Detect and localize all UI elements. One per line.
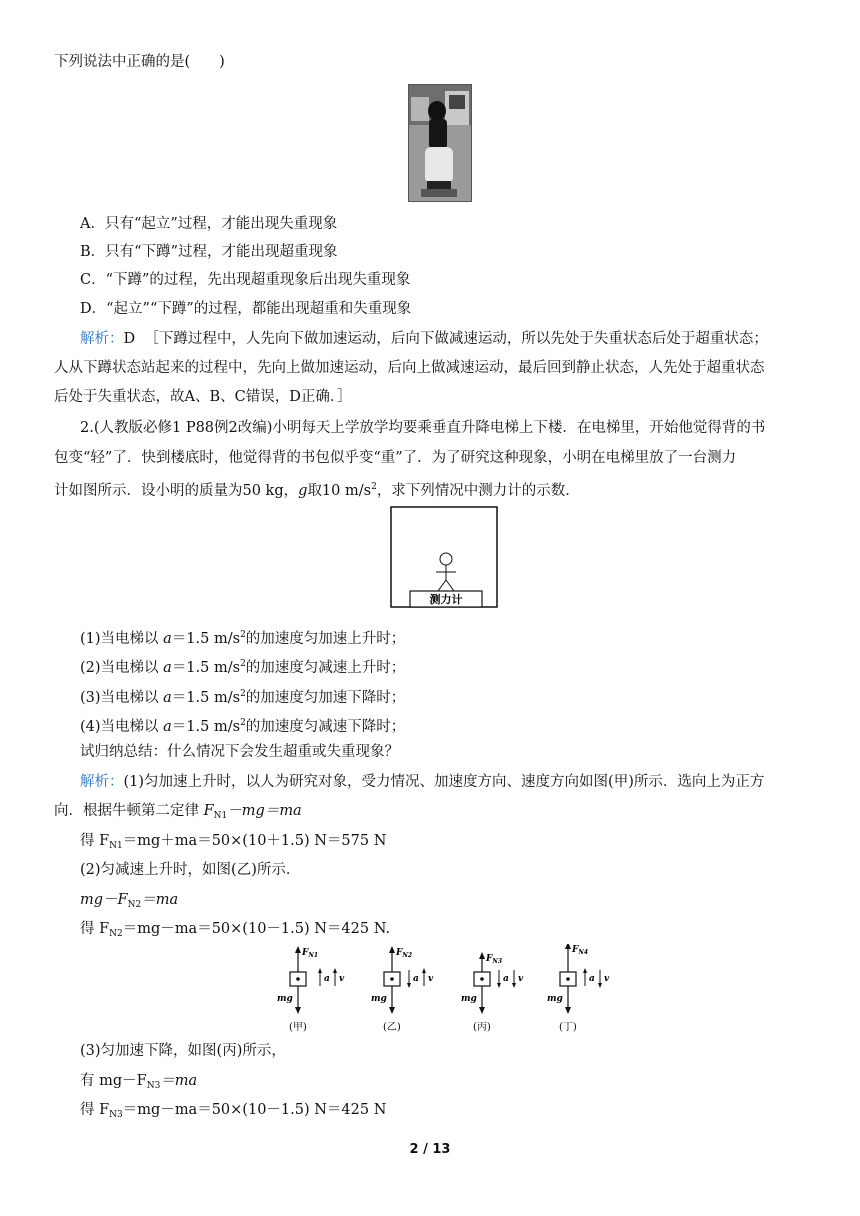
sq1-var: a <box>163 631 172 647</box>
weight-label-2: mg <box>371 994 387 1004</box>
force-sub-3: N3 <box>492 958 503 965</box>
sq2-var: a <box>163 660 172 676</box>
analysis2-l5-sub: N2 <box>127 900 142 910</box>
sq3-var: a <box>163 690 172 706</box>
force-sub-2: N2 <box>402 952 413 959</box>
sq4-suffix: 的加速度匀减速下降时； <box>245 719 406 735</box>
sq1-prefix: (1)当电梯以 <box>80 631 164 647</box>
caption-bing: (丙) <box>473 1022 491 1033</box>
sq1-sup: 2 <box>240 630 246 640</box>
accel-label-2: a <box>413 974 419 984</box>
force-diagram-jia <box>277 946 345 1033</box>
sq3-suffix: 的加速度匀加速下降时； <box>245 690 406 706</box>
force-sub-1: N1 <box>308 952 319 959</box>
sq1-suffix: 的加速度匀加速上升时； <box>245 631 406 647</box>
analysis2-line7: (3)匀加速下降，如图(丙)所示， <box>80 1043 286 1059</box>
option-d: D．“起立”“下蹲”的过程，都能出现超重和失重现象 <box>80 301 412 317</box>
question-intro: 下列说法中正确的是( ) <box>54 54 225 70</box>
force-diagram-figure <box>275 944 625 1040</box>
analysis2-line3 <box>80 831 386 856</box>
squat-scale-photo <box>408 84 472 202</box>
sq3-sup: 2 <box>240 689 246 699</box>
analysis2-l6-sub: N2 <box>109 929 123 939</box>
analysis2-l9-sub: N3 <box>109 1110 123 1120</box>
sq1-mid: ＝1.5 m/s <box>171 631 241 647</box>
vel-label-3: v <box>518 974 524 984</box>
force-sub-4: N4 <box>578 949 589 956</box>
sq4-mid: ＝1.5 m/s <box>171 719 241 735</box>
subquestion-2 <box>80 654 405 678</box>
analysis2-line5 <box>80 890 178 915</box>
force-label-4: F <box>572 945 579 955</box>
sq3-prefix: (3)当电梯以 <box>80 690 164 706</box>
sq4-prefix: (4)当电梯以 <box>80 719 164 735</box>
analysis2-l2-rest: －mg＝ma <box>227 803 302 819</box>
sq3-mid: ＝1.5 m/s <box>171 690 241 706</box>
page-number: 2 / 13 <box>409 1142 451 1157</box>
analysis2-l5-b: ＝ma <box>141 892 179 908</box>
analysis2-line4: (2)匀减速上升时，如图(乙)所示． <box>80 862 301 878</box>
option-a: A．只有“起立”过程，才能出现失重现象 <box>80 216 338 232</box>
analysis2-l2-eq: F <box>203 803 214 819</box>
analysis1-line1 <box>80 329 768 349</box>
option-b: B．只有“下蹲”过程，才能出现超重现象 <box>80 244 338 260</box>
vel-label-4: v <box>604 974 610 984</box>
sq2-mid: ＝1.5 m/s <box>171 660 241 676</box>
analysis2-l6-b: ＝mg－ma＝50×(10－1.5) N＝425 N. <box>122 921 391 937</box>
force-diagram-bing <box>461 952 524 1033</box>
analysis2-line6 <box>80 919 390 944</box>
svg-text:FN2 <box>395 948 412 959</box>
force-label-3: F <box>486 954 493 964</box>
option-c: C．“下蹲”的过程，先出现超重现象后出现失重现象 <box>80 272 411 288</box>
problem2-line1: 2.(人教版必修1 P88例2改编)小明每天上学放学均要乘垂直升降电梯上下楼．在电梯里，开始他觉得背的书 <box>80 420 766 436</box>
vel-label-2: v <box>428 974 434 984</box>
scale-label: 测力计 <box>429 593 463 606</box>
problem2-line3 <box>54 477 580 501</box>
problem2-line3-a: 计如图所示．设小明的质量为50 kg， <box>54 483 299 499</box>
analysis2-l8-sub: N3 <box>146 1081 161 1091</box>
analysis2-line2 <box>54 801 302 826</box>
problem2-line3-b: 取10 m/s <box>307 483 372 499</box>
analysis2-line9 <box>80 1100 386 1125</box>
force-diagram-yi <box>371 946 434 1033</box>
subquestion-4 <box>80 713 405 737</box>
analysis2-label: 解析： <box>80 774 124 790</box>
analysis1-line3: 后处于失重状态，故A、B、C错误，D正确．］ <box>54 389 352 405</box>
analysis2-l2-sub: N1 <box>213 811 228 821</box>
answer-letter: D <box>123 331 136 347</box>
force-label-2: F <box>396 948 403 958</box>
analysis2-l3-sub: N1 <box>109 841 123 851</box>
problem2-line2: 包变“轻”了．快到楼底时，他觉得背的书包似乎变“重”了．为了研究这种现象，小明在电梯里放了一台测力 <box>54 450 737 466</box>
subquestion-3 <box>80 684 405 708</box>
accel-label-3: a <box>503 974 509 984</box>
problem2-line3-c: ，求下列情况中测力计的示数． <box>376 483 580 499</box>
summary-question: 试归纳总结：什么情况下会发生超重或失重现象？ <box>80 744 399 760</box>
subquestion-1 <box>80 625 405 649</box>
caption-yi: (乙) <box>383 1022 401 1033</box>
analysis2-l1: (1)匀加速上升时，以人为研究对象，受力情况、加速度方向、速度方向如图(甲)所示．选向上为正方 <box>123 774 765 790</box>
elevator-figure <box>390 506 500 614</box>
caption-ding: (丁) <box>559 1022 577 1033</box>
sq4-sup: 2 <box>240 718 246 728</box>
caption-jia: (甲) <box>289 1022 307 1033</box>
sq2-prefix: (2)当电梯以 <box>80 660 164 676</box>
analysis2-line8 <box>80 1071 197 1096</box>
vel-label-1: v <box>339 974 345 984</box>
analysis2-l8-b: ＝ma <box>160 1073 198 1089</box>
analysis2-l8-a: 有 mg－F <box>80 1073 147 1089</box>
accel-label-1: a <box>324 974 330 984</box>
analysis2-l9-a: 得 F <box>80 1102 110 1118</box>
sq4-var: a <box>163 719 172 735</box>
weight-label-1: mg <box>277 994 293 1004</box>
exponent: 2 <box>371 482 377 492</box>
analysis2-l9-b: ＝mg－ma＝50×(10－1.5) N＝425 N <box>122 1102 387 1118</box>
analysis1-text1: ［下蹲过程中，人先向下做加速运动，后向下做减速运动，所以先处于失重状态后处于超重状态； <box>144 331 768 347</box>
weight-label-3: mg <box>461 994 477 1004</box>
analysis2-l5-a: mg－F <box>80 892 128 908</box>
analysis2-l3-a: 得 F <box>80 833 110 849</box>
analysis2-l2: 向．根据牛顿第二定律 <box>54 803 199 819</box>
analysis2-l3-b: ＝mg＋ma＝50×(10＋1.5) N＝575 N <box>122 833 387 849</box>
weight-label-4: mg <box>547 994 563 1004</box>
svg-text:FN4 <box>571 945 588 956</box>
svg-text:FN3 <box>485 954 502 965</box>
analysis2-l6-a: 得 F <box>80 921 110 937</box>
analysis-label: 解析： <box>80 331 124 347</box>
sq2-suffix: 的加速度匀减速上升时； <box>245 660 406 676</box>
force-label-1: F <box>302 948 309 958</box>
accel-label-4: a <box>589 974 595 984</box>
g-symbol: g <box>298 483 308 499</box>
analysis2-line1 <box>80 772 764 792</box>
analysis1-line2: 人从下蹲状态站起来的过程中，先向上做加速运动，后向上做减速运动，最后回到静止状态，人先处于超重状态 <box>54 360 765 376</box>
force-diagram-ding <box>547 944 610 1033</box>
svg-text:FN1 <box>301 948 318 959</box>
sq2-sup: 2 <box>240 659 246 669</box>
